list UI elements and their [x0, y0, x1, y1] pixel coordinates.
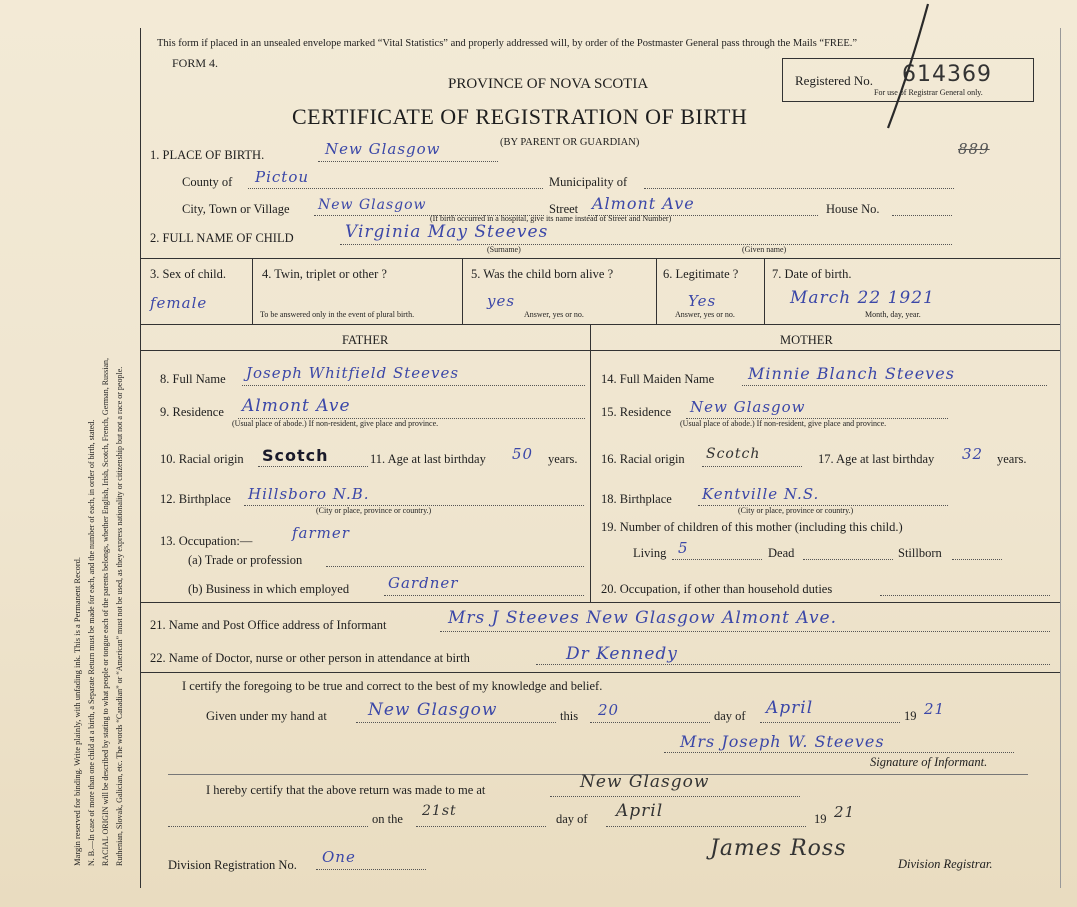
registrar-month: April [616, 801, 664, 821]
top-note: This form if placed in an unsealed envelope marked “Vital Statistics” and properly addressed will, by order of the Postmaster General pass through the Mails “FREE.” [157, 38, 858, 49]
registrar-year: 21 [834, 803, 856, 821]
division-value: One [322, 848, 356, 866]
hospital-note: (If birth occurred in a hospital, give its name instead of Street and Number) [430, 214, 672, 223]
mother-heading: MOTHER [780, 333, 833, 347]
registrar-place-dots [550, 796, 800, 797]
father-racial-value: Scotch [262, 446, 329, 465]
date-label: 7. Date of birth. [772, 267, 852, 281]
mother-racial-dots [702, 466, 802, 467]
side-note-3: RACIAL ORIGIN will be described by stating to what people or tongue each of the parents belongs, whether English, Irish, Scotch, French, German, Russian, [101, 357, 110, 866]
surname-note: (Surname) [487, 245, 521, 254]
mother-age-suffix: years. [997, 452, 1027, 466]
house-dots [892, 215, 952, 216]
registrar-year-prefix: 19 [814, 812, 827, 826]
given-day-label: day of [714, 709, 746, 723]
county-dots [248, 188, 543, 189]
place-dots [318, 161, 498, 162]
legit-value: Yes [688, 292, 717, 310]
this-label: this [560, 709, 579, 723]
sex-value: female [150, 294, 208, 312]
father-residence-label: 9. Residence [160, 405, 224, 419]
father-age-suffix: years. [548, 452, 578, 466]
father-age-label: 11. Age at last birthday [370, 452, 486, 466]
given-label: Given under my hand at [206, 709, 327, 723]
city-value: New Glasgow [318, 197, 427, 213]
child-value: Virginia May Steeves [345, 222, 549, 242]
row3-div3 [656, 258, 657, 324]
dead-dots [803, 559, 893, 560]
twin-label: 4. Twin, triplet or other ? [262, 267, 387, 281]
left-border [140, 28, 141, 888]
child-label: 2. FULL NAME OF CHILD [150, 231, 294, 245]
on-label: on the [372, 812, 403, 826]
house-label: House No. [826, 202, 880, 216]
row3-bottom-line [141, 324, 1060, 325]
informant-signature: Mrs Joseph W. Steeves [680, 732, 885, 751]
pen-stroke-mark [870, 0, 940, 140]
father-heading: FATHER [342, 333, 389, 347]
informant-signature-label: Signature of Informant. [870, 755, 988, 769]
registrar-month-dots [606, 826, 806, 827]
given-day-dots [590, 722, 710, 723]
father-occupation-label: 13. Occupation:— [160, 534, 253, 548]
living-dots [672, 559, 762, 560]
mother-name-label: 14. Full Maiden Name [601, 372, 715, 386]
mother-occupation-label: 20. Occupation, if other than household duties [601, 582, 833, 596]
registrar-lead-dots [168, 826, 368, 827]
side-note-2: N. B.—In case of more than one child at a birth, a Separate Return must be made for each, and the number of each, in order of birth, stated. [87, 419, 96, 866]
pen-stroke-path [888, 4, 928, 128]
living-label: Living [633, 546, 667, 560]
informant-value: Mrs J Steeves New Glasgow Almont Ave. [448, 608, 838, 628]
street-label: Street [549, 202, 579, 216]
children-label: 19. Number of children of this mother (including this child.) [601, 520, 903, 534]
registered-number: 614369 [902, 62, 992, 87]
trade-dots [326, 566, 584, 567]
given-note: (Given name) [742, 245, 787, 254]
alive-note: Answer, yes or no. [524, 310, 584, 319]
stillborn-dots [952, 559, 1002, 560]
business-dots [384, 595, 584, 596]
doctor-label: 22. Name of Doctor, nurse or other person in attendance at birth [150, 651, 470, 665]
mother-birthplace-value: Kentville N.S. [702, 485, 820, 503]
given-day: 20 [598, 701, 620, 719]
registrar-label: Division Registrar. [898, 857, 993, 871]
form-number: FORM 4. [172, 56, 219, 70]
doctor-value: Dr Kennedy [566, 644, 678, 664]
mother-name-value: Minnie Blanch Steeves [748, 364, 955, 383]
mother-racial-label: 16. Racial origin [601, 452, 685, 466]
given-month-dots [760, 722, 900, 723]
mother-birthplace-note: (City or place, province or country.) [738, 506, 854, 515]
mother-age-value: 32 [962, 445, 984, 463]
place-label: 1. PLACE OF BIRTH. [150, 148, 265, 162]
given-place-dots [356, 722, 556, 723]
registrar-statement: I hereby certify that the above return was made to me at [206, 783, 486, 797]
child-dots [340, 244, 952, 245]
mother-birthplace-label: 18. Birthplace [601, 492, 672, 506]
county-label: County of [182, 175, 233, 189]
registered-label: Registered No. [795, 73, 873, 88]
sex-label: 3. Sex of child. [150, 267, 227, 281]
father-occupation-value: farmer [292, 524, 350, 542]
date-note: Month, day, year. [865, 310, 921, 319]
place-value: New Glasgow [325, 140, 441, 158]
division-dots [316, 869, 426, 870]
subtitle: (BY PARENT OR GUARDIAN) [500, 137, 640, 148]
mother-occupation-dots [880, 595, 1050, 596]
father-name-label: 8. Full Name [160, 372, 226, 386]
row3-div4 [764, 258, 765, 324]
row3-div2 [462, 258, 463, 324]
alive-value: yes [487, 292, 516, 310]
registrar-place: New Glasgow [580, 772, 710, 792]
legit-note: Answer, yes or no. [675, 310, 735, 319]
given-month: April [766, 698, 814, 718]
side-note-4: Ruthenian, Slovak, Galician, etc. The words “Canadian” or “American” must not be used, as they express nationality or citizenship but not a race or people. [115, 366, 124, 866]
registered-note: For use of Registrar General only. [874, 88, 983, 97]
father-name-dots [242, 385, 585, 386]
legit-label: 6. Legitimate ? [663, 267, 739, 281]
trade-label: (a) Trade or profession [188, 553, 303, 567]
side-note-1: Margin reserved for binding. Write plainly, with unfading ink. This is a Permanent Record. [72, 556, 82, 866]
municipality-dots [644, 188, 954, 189]
county-value: Pictou [255, 168, 310, 186]
father-racial-dots [258, 466, 368, 467]
parents-divider [590, 324, 591, 602]
father-age-value: 50 [512, 445, 534, 463]
twin-note: To be answered only in the event of plural birth. [260, 310, 415, 319]
row3-top-line [141, 258, 1060, 259]
given-year-prefix: 19 [904, 709, 917, 723]
informant-label: 21. Name and Post Office address of Informant [150, 618, 387, 632]
division-label: Division Registration No. [168, 858, 297, 872]
father-birthplace-value: Hillsboro N.B. [248, 485, 370, 503]
given-place: New Glasgow [368, 700, 498, 720]
informant-signature-dots [664, 752, 1014, 753]
street-value: Almont Ave [592, 194, 695, 213]
mother-residence-note: (Usual place of abode.) If non-resident, give place and province. [680, 419, 887, 428]
registrar-day-label: day of [556, 812, 588, 826]
registrar-day-dots [416, 826, 546, 827]
mother-residence-label: 15. Residence [601, 405, 672, 419]
business-label: (b) Business in which employed [188, 582, 350, 596]
crossed-number: 889 [958, 140, 990, 158]
province-heading: PROVINCE OF NOVA SCOTIA [448, 76, 649, 92]
father-birthplace-note: (City or place, province or country.) [316, 506, 432, 515]
informant-dots [440, 631, 1050, 632]
parents-bottom-line [141, 602, 1060, 603]
mother-residence-value: New Glasgow [690, 398, 806, 416]
dead-label: Dead [768, 546, 795, 560]
mother-name-dots [742, 385, 1047, 386]
father-birthplace-label: 12. Birthplace [160, 492, 231, 506]
parents-heading-line [141, 350, 1060, 351]
row3-div1 [252, 258, 253, 324]
father-name-value: Joseph Whitfield Steeves [246, 364, 460, 382]
registrar-day: 21st [422, 803, 457, 819]
certify-statement: I certify the foregoing to be true and correct to the best of my knowledge and belief. [182, 679, 603, 693]
alive-label: 5. Was the child born alive ? [471, 267, 614, 281]
father-racial-label: 10. Racial origin [160, 452, 244, 466]
mother-age-label: 17. Age at last birthday [818, 452, 935, 466]
father-residence-value: Almont Ave [242, 396, 351, 416]
right-border [1060, 28, 1061, 888]
business-value: Gardner [388, 574, 459, 592]
living-value: 5 [678, 539, 689, 557]
page-title: CERTIFICATE OF REGISTRATION OF BIRTH [292, 104, 748, 129]
mother-racial-value: Scotch [706, 446, 761, 462]
doctor-dots [536, 664, 1050, 665]
stillborn-label: Stillborn [898, 546, 942, 560]
given-year: 21 [924, 700, 946, 718]
city-label: City, Town or Village [182, 202, 290, 216]
date-value: March 22 1921 [790, 288, 935, 308]
registrar-signature: James Ross [710, 836, 847, 861]
father-residence-note: (Usual place of abode.) If non-resident, give place and province. [232, 419, 439, 428]
municipality-label: Municipality of [549, 175, 628, 189]
certify-top-line [141, 672, 1060, 673]
